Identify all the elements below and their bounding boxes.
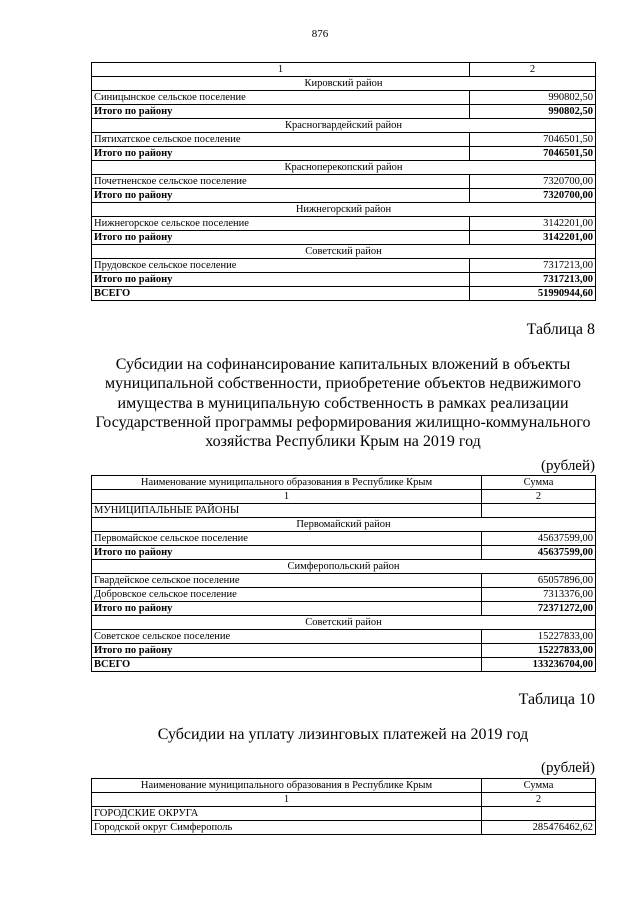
district-name: Симферопольский район [92,560,596,574]
total-row [92,147,596,161]
section-name: ГОРОДСКИЕ ОКРУГА [92,807,482,821]
total-label: Итого по району [92,105,470,119]
section-name: МУНИЦИПАЛЬНЫЕ РАЙОНЫ [92,504,482,518]
title-line: хозяйства Республики Крым на 2019 год [205,433,481,451]
total-amount: 7320700,00 [470,189,596,203]
total-amount: 72371272,00 [482,602,596,616]
amount: 65057896,00 [482,574,596,588]
amount [482,807,596,821]
total-label: Итого по району [92,147,470,161]
district-name: Кировский район [92,77,596,91]
amount: 15227833,00 [482,630,596,644]
amount: 7313376,00 [482,588,596,602]
district-heading-row [92,560,596,574]
column-number: 2 [482,793,596,807]
amount: 7320700,00 [470,175,596,189]
settlement-row [92,630,596,644]
district-name: Советский район [92,245,596,259]
column-number: 2 [470,63,596,77]
district-heading-row [92,119,596,133]
title-line: муниципальной собственности, приобретение объектов недвижимого [105,375,581,393]
total-row [92,546,596,560]
total-row [92,189,596,203]
district-name: Советский район [92,616,596,630]
table-8-label: Таблица 8 [526,321,595,338]
settlement-row [92,588,596,602]
total-label: ВСЕГО [92,658,482,672]
total-amount: 7046501,50 [470,147,596,161]
district-name: Красноперекопский район [92,161,596,175]
title-line: Государственной программы реформирования жилищно-коммунального [95,413,591,431]
total-amount: 45637599,00 [482,546,596,560]
district-name: Первомайский район [92,518,596,532]
column-number: 1 [92,490,482,504]
settlement-name: Нижнегорское сельское поселение [92,217,470,231]
page-number: 876 [311,28,329,40]
total-row [92,602,596,616]
district-heading-row [92,77,596,91]
district-heading-row [92,518,596,532]
settlement-row [92,217,596,231]
district-heading-row [92,161,596,175]
column-number: 1 [92,63,470,77]
total-row [92,658,596,672]
amount: 7046501,50 [470,133,596,147]
table-10-label: Таблица 10 [518,691,595,708]
header-amount-cell: Сумма [482,476,596,490]
settlement-name: Прудовское сельское поселение [92,259,470,273]
total-label: Итого по району [92,644,482,658]
header-row [92,476,596,490]
total-amount: 990802,50 [470,105,596,119]
amount: 990802,50 [470,91,596,105]
table-10-title [91,725,595,744]
settlement-name: Синицынское сельское поселение [92,91,470,105]
total-row [92,105,596,119]
title-line: Субсидии на уплату лизинговых платежей на 2019 год [157,726,529,743]
column-number: 1 [92,793,482,807]
district-heading-row [92,245,596,259]
column-number: 2 [482,490,596,504]
header-amount-cell: Сумма [482,779,596,793]
amount: 45637599,00 [482,532,596,546]
total-label: Итого по району [92,602,482,616]
settlement-row [92,259,596,273]
total-label: ВСЕГО [92,287,470,301]
amount: 3142201,00 [470,217,596,231]
settlement-row [92,133,596,147]
column-number-row [92,490,596,504]
column-number-row [92,793,596,807]
district-heading-row [92,203,596,217]
total-row [92,644,596,658]
settlement-name: Городской округ Симферополь [92,821,482,835]
total-row [92,273,596,287]
district-name: Красногвардейский район [92,119,596,133]
column-number-row [92,63,596,77]
settlement-name: Добровское сельское поселение [92,588,482,602]
settlement-row [92,91,596,105]
subsidy-table-continued [91,62,596,301]
amount: 285476462,62 [482,821,596,835]
total-label: Итого по району [92,273,470,287]
settlement-name: Почетненское сельское поселение [92,175,470,189]
total-row [92,231,596,245]
total-label: Итого по району [92,231,470,245]
table-10 [91,778,596,835]
district-heading-row [92,616,596,630]
table-8-units: (рублей) [540,458,595,474]
settlement-row [92,175,596,189]
header-name-cell: Наименование муниципального образования в Республике Крым [92,779,482,793]
total-amount: 15227833,00 [482,644,596,658]
district-name: Нижнегорский район [92,203,596,217]
settlement-row [92,574,596,588]
title-line: имущества в муниципальную собственность в рамках реализации [117,394,569,412]
total-amount: 7317213,00 [470,273,596,287]
section-heading-row [92,504,596,518]
table-8 [91,475,596,672]
total-amount: 51990944,60 [470,287,596,301]
section-heading-row [92,807,596,821]
header-name-cell: Наименование муниципального образования в Республике Крым [92,476,482,490]
amount: 7317213,00 [470,259,596,273]
header-row [92,779,596,793]
settlement-name: Гвардейское сельское поселение [92,574,482,588]
settlement-name: Советское сельское поселение [92,630,482,644]
total-label: Итого по району [92,546,482,560]
total-label: Итого по району [92,189,470,203]
amount [482,504,596,518]
total-amount: 3142201,00 [470,231,596,245]
table-10-units: (рублей) [540,760,595,776]
total-row [92,287,596,301]
total-amount: 133236704,00 [482,658,596,672]
settlement-row [92,821,596,835]
settlement-name: Пятихатское сельское поселение [92,133,470,147]
title-line: Субсидии на софинансирование капитальных вложений в объекты [115,356,571,373]
table-8-title [91,355,595,451]
settlement-row [92,532,596,546]
settlement-name: Первомайское сельское поселение [92,532,482,546]
